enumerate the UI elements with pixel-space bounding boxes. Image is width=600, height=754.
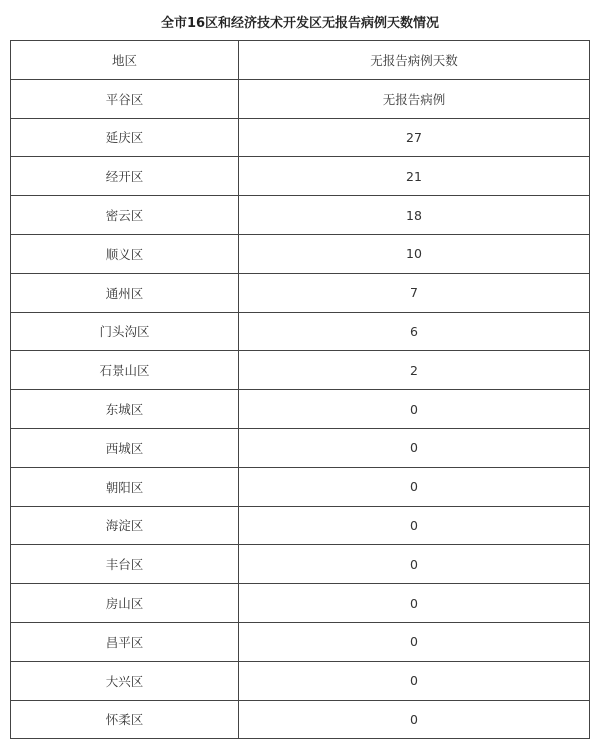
table-row	[11, 157, 590, 196]
table-row	[11, 351, 590, 390]
days-cell: 0	[239, 545, 590, 584]
region-cell: 房山区	[11, 584, 239, 623]
days-cell: 0	[239, 661, 590, 700]
days-cell: 0	[239, 584, 590, 623]
table-row	[11, 506, 590, 545]
region-cell: 朝阳区	[11, 467, 239, 506]
days-cell: 27	[239, 118, 590, 157]
days-cell: 0	[239, 700, 590, 739]
region-cell: 昌平区	[11, 622, 239, 661]
days-cell: 0	[239, 428, 590, 467]
days-cell: 0	[239, 390, 590, 429]
region-cell: 平谷区	[11, 79, 239, 118]
region-cell: 门头沟区	[11, 312, 239, 351]
days-cell: 18	[239, 196, 590, 235]
region-cell: 密云区	[11, 196, 239, 235]
header-region: 地区	[11, 41, 239, 80]
days-cell: 0	[239, 467, 590, 506]
region-cell: 西城区	[11, 428, 239, 467]
table-row	[11, 622, 590, 661]
table-row	[11, 467, 590, 506]
region-cell: 丰台区	[11, 545, 239, 584]
days-cell: 0	[239, 622, 590, 661]
days-cell: 7	[239, 273, 590, 312]
table-row	[11, 234, 590, 273]
table-header-row	[11, 41, 590, 80]
table-row	[11, 118, 590, 157]
days-cell: 21	[239, 157, 590, 196]
table-row	[11, 273, 590, 312]
table-title: 全市16区和经济技术开发区无报告病例天数情况	[160, 16, 440, 31]
no-case-days-table	[10, 40, 590, 739]
region-cell: 延庆区	[11, 118, 239, 157]
days-cell: 6	[239, 312, 590, 351]
region-cell: 怀柔区	[11, 700, 239, 739]
table-row	[11, 700, 590, 739]
table-row	[11, 79, 590, 118]
region-cell: 石景山区	[11, 351, 239, 390]
days-cell: 10	[239, 234, 590, 273]
region-cell: 通州区	[11, 273, 239, 312]
table-row	[11, 584, 590, 623]
table-row	[11, 428, 590, 467]
region-cell: 经开区	[11, 157, 239, 196]
header-days: 无报告病例天数	[239, 41, 590, 80]
days-cell: 2	[239, 351, 590, 390]
table-row	[11, 312, 590, 351]
table-row	[11, 661, 590, 700]
region-cell: 顺义区	[11, 234, 239, 273]
table-row	[11, 390, 590, 429]
region-cell: 大兴区	[11, 661, 239, 700]
days-cell: 无报告病例	[239, 79, 590, 118]
days-cell: 0	[239, 506, 590, 545]
table-row	[11, 545, 590, 584]
region-cell: 海淀区	[11, 506, 239, 545]
table-row	[11, 196, 590, 235]
region-cell: 东城区	[11, 390, 239, 429]
